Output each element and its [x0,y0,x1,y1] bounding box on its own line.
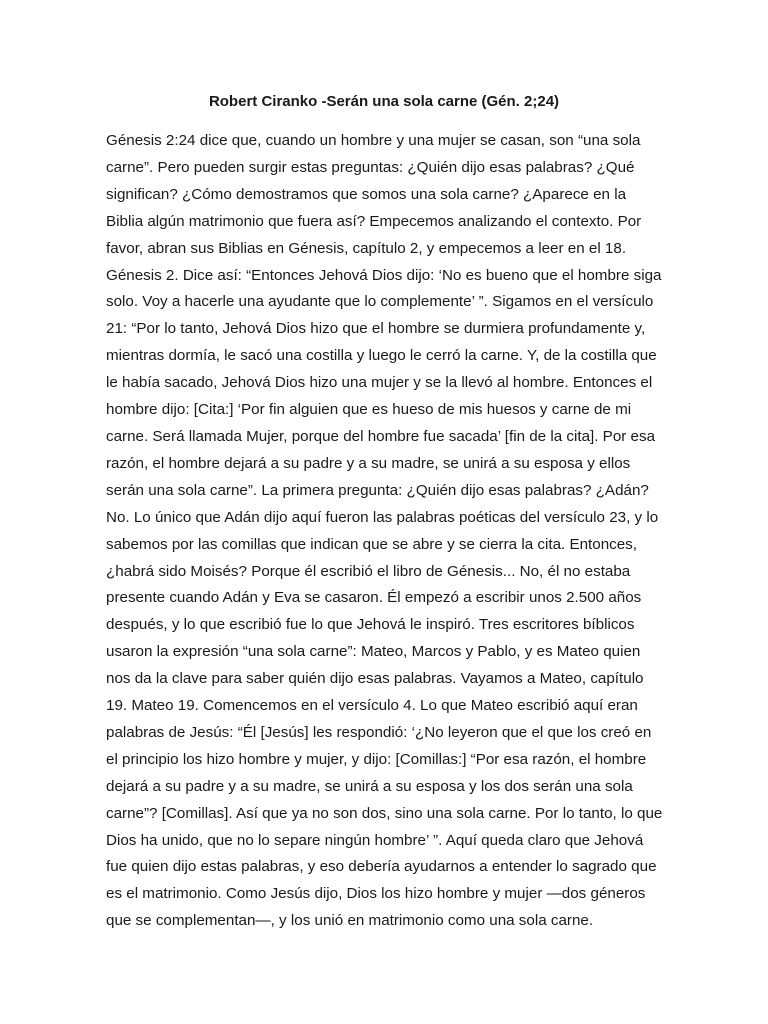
body-text-line: carne”? [Comillas]. Así que ya no son dos, sino una sola carne. Por lo tanto, lo que [106,804,663,822]
body-text-line: Dios ha unido, que no lo separe ningún hombre’ ”. Aquí queda claro que Jehová [106,831,644,849]
body-text-line: carne”. Pero pueden surgir estas preguntas: ¿Quién dijo esas palabras? ¿Qué [106,158,635,176]
body-text-line: razón, el hombre dejará a su padre y a su madre, se unirá a su esposa y ellos [106,454,631,472]
body-text-line: Génesis 2:24 dice que, cuando un hombre y una mujer se casan, son “una sola [106,132,641,149]
body-text-line: palabras de Jesús: “Él [Jesús] les respondió: ‘¿No leyeron que el que los creó en [106,723,652,741]
body-text-line: dejará a su padre y a su madre, se unirá a su esposa y los dos serán una sola [106,777,633,795]
body-text-line: es el matrimonio. Como Jesús dijo, Dios los hizo hombre y mujer —dos géneros [106,885,646,903]
body-text-line: solo. Voy a hacerle una ayudante que lo complemente’ ”. Sigamos en el versículo [106,293,654,311]
body-text-line: significan? ¿Cómo demostramos que somos una sola carne? ¿Aparece en la [106,185,627,203]
body-text-line: presente cuando Adán y Eva se casaron. Él empezó a escribir unos 2.500 años [106,589,642,607]
body-text-line: Génesis 2. Dice así: “Entonces Jehová Dios dijo: ‘No es bueno que el hombre siga [106,266,662,284]
body-text-line: No. Lo único que Adán dijo aquí fueron las palabras poéticas del versículo 23, y lo [106,508,659,526]
document-title: Robert Ciranko -Serán una sola carne (Gén. 2;24) [208,93,560,110]
body-text-line: hombre dijo: [Cita:] ‘Por fin alguien que es hueso de mis huesos y carne de mi [106,401,632,419]
body-text-line: favor, abran sus Biblias en Génesis, capítulo 2, y empecemos a leer en el 18. [106,239,627,257]
body-text-line: 21: “Por lo tanto, Jehová Dios hizo que el hombre se durmiera profundamente y, [106,320,646,338]
body-text-line: carne. Será llamada Mujer, porque del hombre fue sacada’ [fin de la cita]. Por esa [106,427,656,445]
document-body [106,128,676,935]
body-text-line: serán una sola carne”. La primera pregunta: ¿Quién dijo esas palabras? ¿Adán? [106,481,649,499]
body-text-line: Biblia algún matrimonio que fuera así? Empecemos analizando el contexto. Por [106,212,642,230]
body-text-line: que se complementan—, y los unió en matrimonio como una sola carne. [106,912,594,930]
body-text-line: el principio los hizo hombre y mujer, y dijo: [Comillas:] “Por esa razón, el hombre [106,750,647,768]
body-text-line: usaron la expresión “una sola carne”: Mateo, Marcos y Pablo, y es Mateo quien [106,643,641,661]
body-text-line: nos da la clave para saber quién dijo esas palabras. Vayamos a Mateo, capítulo [106,670,644,688]
body-text-line: ¿habrá sido Moisés? Porque él escribió el libro de Génesis... No, él no estaba [106,562,631,580]
body-text-line: mientras dormía, le sacó una costilla y luego le cerró la carne. Y, de la costilla que [106,347,657,365]
body-text-line: sabemos por las comillas que indican que se abre y se cierra la cita. Entonces, [106,535,637,553]
body-text-line: le había sacado, Jehová Dios hizo una mujer y se la llevó al hombre. Entonces el [106,374,653,392]
body-text-line: fue quien dijo estas palabras, y eso debería ayudarnos a entender lo sagrado que [106,858,657,876]
body-text-line: 19. Mateo 19. Comencemos en el versículo 4. Lo que Mateo escribió aquí eran [106,697,638,715]
body-text-line: después, y lo que escribió fue lo que Jehová le inspiró. Tres escritores bíblicos [106,616,635,634]
